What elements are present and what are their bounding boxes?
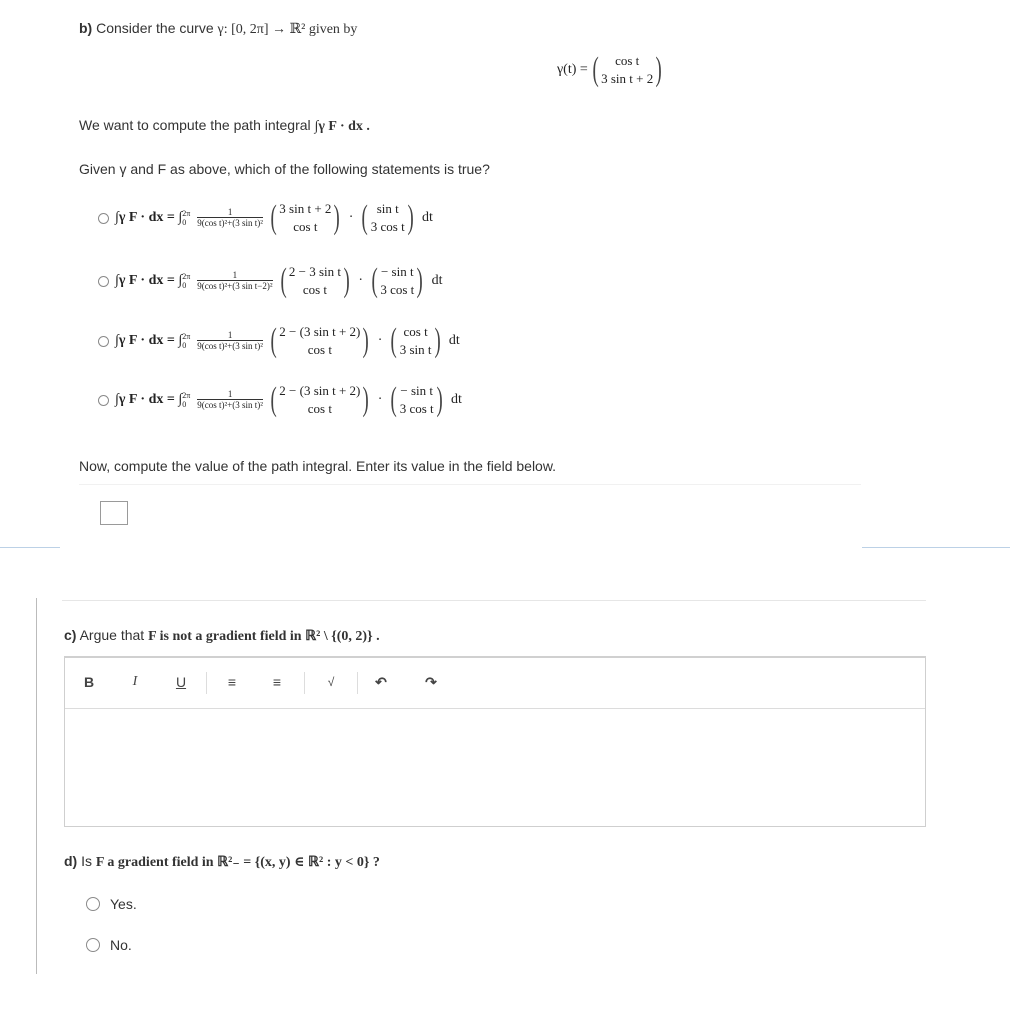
answer-input[interactable] xyxy=(100,501,128,525)
vector-field: ( 3 sin t + 2 cos t ) xyxy=(270,199,341,236)
mc-option-4[interactable]: ∫γ F · dx = ∫ 2π 0 $\frac{1}{\text{9(cos t)²+(3 sin t)²}}$ ( 2 − (3 sin t + 2) cos t ) · ( − sin t 3 cos t ) dt xyxy=(98,380,462,420)
tangent-top: cos t xyxy=(403,324,428,339)
option-fraction xyxy=(197,389,263,411)
differential: dt xyxy=(422,210,433,225)
underline-button[interactable]: U xyxy=(175,674,187,690)
vector-field-top: 2 − (3 sin t + 2) xyxy=(279,324,361,339)
vector-field-bottom: cos t xyxy=(302,282,328,297)
option-no[interactable] xyxy=(86,937,132,953)
option-fraction xyxy=(197,270,272,292)
option-fraction xyxy=(197,207,263,229)
tangent-vector: ( sin t 3 cos t ) xyxy=(361,199,414,236)
option-lhs: ∫γ F · dx = ∫ xyxy=(115,273,183,288)
option-lhs: ∫γ F · dx = ∫ xyxy=(115,333,183,348)
integral-limits xyxy=(182,332,190,350)
differential: dt xyxy=(431,273,443,288)
align-right-button[interactable]: ≡ xyxy=(272,674,282,690)
part-d-prompt xyxy=(64,853,380,871)
gamma-vector: ( cos t 3 sin t + 2 ) xyxy=(592,51,663,88)
tangent-vector: ( cos t 3 sin t ) xyxy=(390,322,441,359)
tangent-bottom: 3 cos t xyxy=(399,401,434,416)
tangent-bottom: 3 sin t xyxy=(399,342,432,357)
part-b-intro xyxy=(79,20,357,38)
mc-radio[interactable] xyxy=(98,213,109,224)
lower-limit: 0 xyxy=(182,341,187,350)
section-top-border xyxy=(62,600,926,601)
rich-text-editor xyxy=(64,656,926,827)
gamma-lhs: γ(t) = xyxy=(557,62,588,77)
differential: dt xyxy=(451,392,462,407)
option-yes-label: Yes. xyxy=(110,896,137,912)
toolbar-divider xyxy=(357,672,358,694)
section-divider-left xyxy=(0,547,60,548)
integral-limits xyxy=(182,209,190,227)
vector-field-top: 2 − (3 sin t + 2) xyxy=(279,383,361,398)
toolbar-divider xyxy=(206,672,207,694)
gamma-definition xyxy=(557,52,667,88)
part-c-math: F is not a gradient field in ℝ² \ {(0, 2)} . xyxy=(148,629,380,644)
integral-limits xyxy=(182,391,190,409)
part-b-label: b) xyxy=(79,20,93,36)
path-integral-line xyxy=(79,117,370,135)
part-d-label: d) xyxy=(64,853,78,869)
option-no-label: No. xyxy=(110,937,132,953)
mc-radio[interactable] xyxy=(98,336,109,347)
tangent-vector: ( − sin t 3 cos t ) xyxy=(390,381,443,418)
mc-option-1[interactable]: ∫γ F · dx = ∫ 2π 0 $\frac{1}{\text{9(cos t)²+(3 sin t)²}}$ ( 3 sin t + 2 cos t ) · ( sin t 3 cos t ) dt xyxy=(98,198,433,238)
vector-field-bottom: cos t xyxy=(307,401,332,416)
vector-field-top: 3 sin t + 2 xyxy=(279,201,332,216)
vector-field: ( 2 − (3 sin t + 2) cos t ) xyxy=(270,381,370,418)
differential: dt xyxy=(448,333,460,348)
undo-button[interactable]: ↶ xyxy=(375,673,387,690)
radio-no[interactable] xyxy=(86,938,100,952)
mc-radio[interactable] xyxy=(98,395,109,406)
option-lhs: ∫γ F · dx = ∫ xyxy=(115,392,183,407)
mc-question: Given γ and F as above, which of the following statements is true? xyxy=(79,161,490,177)
tangent-top: − sin t xyxy=(380,264,414,279)
italic-button[interactable]: I xyxy=(132,674,138,689)
part-b-intro-text: Consider the curve xyxy=(96,20,214,36)
fraction-denominator: 9(cos t)²+(3 sin t)² xyxy=(197,218,263,228)
fraction-numerator: 1 xyxy=(232,270,238,280)
vector-field-top: 2 − 3 sin t xyxy=(288,264,341,279)
upper-limit: 2π xyxy=(182,272,191,281)
part-b-curve-def: γ: [0, 2π] → ℝ² given by xyxy=(217,22,358,37)
part-c-text: Argue that xyxy=(79,627,145,643)
option-fraction xyxy=(197,330,263,352)
fraction-denominator: 9(cos t)²+(3 sin t−2)² xyxy=(197,281,273,291)
gamma-top: cos t xyxy=(615,53,640,68)
lower-limit: 0 xyxy=(182,281,187,290)
mc-option-2[interactable]: ∫γ F · dx = ∫ 2π 0 $\frac{1}{\text{9(cos t)²+(3 sin t−2)²}}$ ( 2 − 3 sin t cos t ) · ( − sin t 3 cos t ) dt xyxy=(98,261,442,301)
fraction-numerator: 1 xyxy=(227,207,233,217)
equation-button[interactable]: √ xyxy=(327,675,335,689)
tangent-top: − sin t xyxy=(400,383,433,398)
mc-option-3[interactable]: ∫γ F · dx = ∫ 2π 0 $\frac{1}{\text{9(cos t)²+(3 sin t)²}}$ ( 2 − (3 sin t + 2) cos t ) · ( cos t 3 sin t ) dt xyxy=(98,321,460,361)
tangent-bottom: 3 cos t xyxy=(370,219,405,234)
path-integral-text: We want to compute the path integral xyxy=(79,117,311,133)
tangent-vector: ( − sin t 3 cos t ) xyxy=(371,262,424,299)
upper-limit: 2π xyxy=(182,332,191,341)
gamma-bottom: 3 sin t + 2 xyxy=(601,71,654,86)
option-lhs: ∫γ F · dx = ∫ xyxy=(115,210,183,225)
editor-toolbar xyxy=(65,658,925,709)
section-divider-right xyxy=(862,547,1010,548)
editor-textarea[interactable] xyxy=(71,714,921,822)
fraction-denominator: 9(cos t)²+(3 sin t)² xyxy=(197,400,263,410)
vector-field-bottom: cos t xyxy=(307,342,332,357)
part-d-text: Is xyxy=(81,853,92,869)
fraction-denominator: 9(cos t)²+(3 sin t)² xyxy=(197,341,263,351)
part-c-prompt xyxy=(64,627,380,645)
lower-limit: 0 xyxy=(182,218,187,227)
radio-yes[interactable] xyxy=(86,897,100,911)
tangent-bottom: 3 cos t xyxy=(380,282,415,297)
fraction-numerator: 1 xyxy=(227,330,233,340)
section-left-border xyxy=(36,598,37,974)
path-integral-math: ∫γ F · dx . xyxy=(314,119,370,134)
vector-field-bottom: cos t xyxy=(293,219,318,234)
redo-button[interactable]: ↷ xyxy=(425,673,437,690)
lower-limit: 0 xyxy=(182,400,187,409)
fraction-numerator: 1 xyxy=(227,389,233,399)
vector-field: ( 2 − (3 sin t + 2) cos t ) xyxy=(270,322,370,359)
compute-instruction: Now, compute the value of the path integral. Enter its value in the field below. xyxy=(79,458,557,474)
align-left-button[interactable]: ≡ xyxy=(227,674,237,690)
toolbar-divider xyxy=(304,672,305,694)
vector-field: ( 2 − 3 sin t cos t ) xyxy=(280,262,350,299)
tangent-top: sin t xyxy=(376,201,399,216)
integral-limits xyxy=(182,272,190,290)
part-d-math: F a gradient field in ℝ²₋ = {(x, y) ∈ ℝ² : y < 0} ? xyxy=(95,855,380,870)
part-c-label: c) xyxy=(64,627,77,643)
bold-button[interactable]: B xyxy=(83,674,95,690)
upper-limit: 2π xyxy=(182,209,191,218)
mc-radio[interactable] xyxy=(98,276,109,287)
option-yes[interactable] xyxy=(86,896,137,912)
upper-limit: 2π xyxy=(182,391,191,400)
answer-area xyxy=(79,484,861,547)
